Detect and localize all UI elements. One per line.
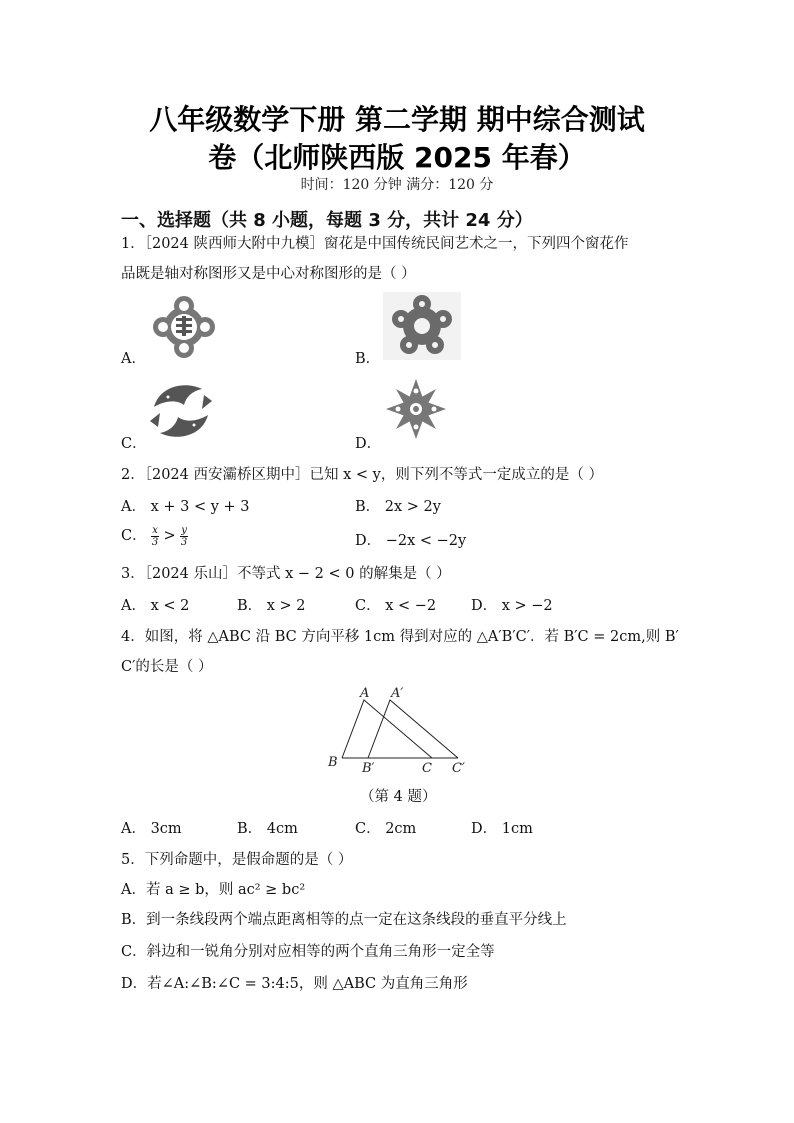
q3-option-b[interactable]: B． x > 2 [237,598,306,614]
paper-cut-c-image [146,377,216,449]
q3-option-d[interactable]: D． x > −2 [471,598,553,614]
fraction-y-over-3: $\frac{y}{3}$ [180,524,188,548]
q4-stem-line-2: C′的长是（ ） [121,659,213,675]
q5-option-d[interactable]: D．若∠A:∠B:∠C = 3:4:5，则 △ABC 为直角三角形 [121,976,468,992]
q4-option-d[interactable]: D． 1cm [471,821,533,837]
section-heading: 一、选择题（共 8 小题，每题 3 分，共计 24 分） [121,210,533,231]
q4-option-a[interactable]: A． 3cm [121,821,182,837]
vertex-label-a: A [360,686,370,701]
title-line-1: 八年级数学下册 第二学期 期中综合测试 [149,103,645,136]
paper-cut-b-image [383,292,461,364]
paper-cut-d-image [384,377,448,445]
q2-option-d[interactable]: D． −2x < −2y [355,533,467,549]
q2-option-c-operator: > [163,528,176,544]
q3-option-a[interactable]: A． x < 2 [121,598,190,614]
q1-stem-line-1: 1．［2024 陕西师大附中九模］窗花是中国传统民间艺术之一，下列四个窗花作 [121,236,629,252]
q2-option-a[interactable]: A． x + 3 < y + 3 [121,499,250,515]
vertex-label-c: C [422,761,432,776]
q4-option-b[interactable]: B． 4cm [237,821,298,837]
vertex-label-a-prime: A′ [391,686,404,701]
q3-option-c[interactable]: C． x < −2 [355,598,437,614]
q2-option-b[interactable]: B． 2x > 2y [355,499,441,515]
q5-option-c[interactable]: C．斜边和一锐角分别对应相等的两个直角三角形一定全等 [121,944,495,960]
q1-option-c[interactable]: C． [121,436,147,452]
exam-info: 时间：120 分钟 满分：120 分 [300,177,494,193]
q4-option-c[interactable]: C． 2cm [355,821,417,837]
triangle-translation-diagram [320,682,480,782]
q5-option-a[interactable]: A．若 a ≥ b，则 ac² ≥ bc² [121,882,306,898]
q1-option-d[interactable]: D． [355,436,382,452]
q2-stem: 2．［2024 西安灞桥区期中］已知 x < y，则下列不等式一定成立的是（ ） [121,467,603,483]
title-line-2: 卷（北师陕西版 2025 年春） [208,141,586,174]
vertex-label-b-prime: B′ [362,761,375,776]
figure-caption: （第 4 题） [360,789,437,805]
q2-option-c[interactable] [121,524,188,548]
q5-stem: 5．下列命题中，是假命题的是（ ） [121,852,353,868]
q4-stem-line-1: 4．如图，将 △ABC 沿 BC 方向平移 1cm 得到对应的 △A′B′C′．若 B′C = 2cm,则 B′ [121,629,679,645]
q5-option-b[interactable]: B．到一条线段两个端点距离相等的点一定在这条线段的垂直平分线上 [121,912,567,928]
q1-option-b[interactable]: B． [355,351,381,367]
q1-stem-line-2: 品既是轴对称图形又是中心对称图形的是（ ） [121,266,416,282]
q1-option-a[interactable]: A． [121,351,146,367]
q3-stem: 3．［2024 乐山］不等式 x − 2 < 0 的解集是（ ） [121,566,451,582]
fraction-x-over-3: $\frac{x}{3}$ [151,524,159,548]
q2-option-c-label: C． [121,528,147,544]
vertex-label-b: B [328,755,338,770]
paper-cut-a-image [150,294,218,364]
vertex-label-c-prime: C′ [452,761,465,776]
